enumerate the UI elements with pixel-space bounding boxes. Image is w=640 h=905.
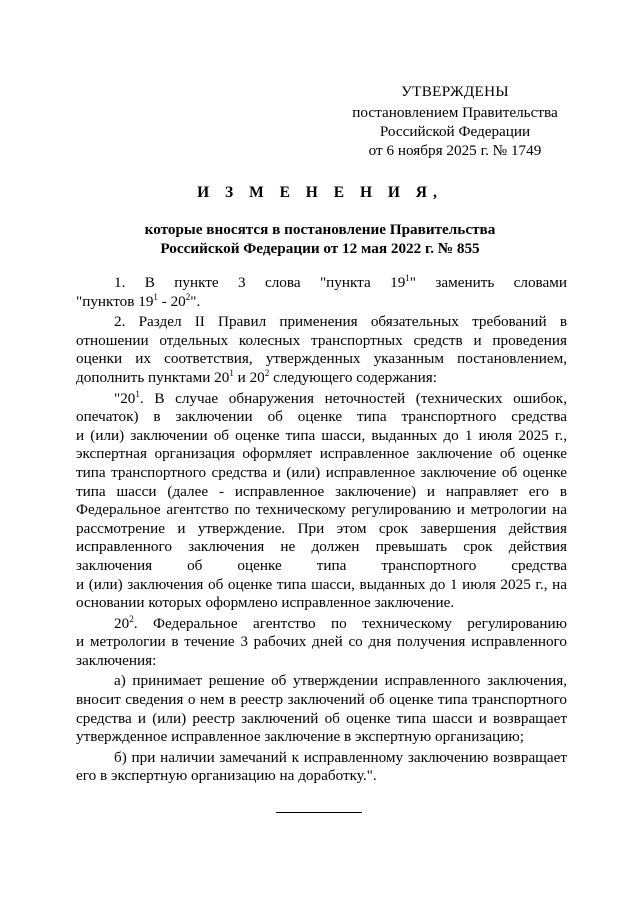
document-body [76,274,567,786]
paragraph-20-1-line: "$20^1$. В случае обнаружения неточностей (технических ошибок, [114,388,567,407]
paragraph-20-1-line: экспертная организация оформляет исправленное заключение об оценке [76,445,567,463]
subitem-a-line: а) принимает решение об утверждении исправленного заключения, [114,672,567,690]
paragraph-20-1-line: рассмотрение и утверждение. При этом срок завершения действия [76,519,567,537]
paragraph-20-2-line: и метрологии в течение 3 рабочих дней со дня получения исправленного [76,633,567,651]
document-title: И З М Е Н Е Н И Я, [197,184,443,201]
subitem-b-line: его в экспертную организацию на доработку.". [76,767,377,785]
document-subtitle: которые вносятся в постановление Правительства [144,221,496,238]
document-subtitle: Российской Федерации от 12 мая 2022 г. № 855 [160,240,480,257]
paragraph-20-1-line: и (или) заключения об оценке типа шасси, выданных до 1 июля 2025 г., на [76,575,567,593]
paragraph-20-1-line: типа транспортного средства и (или) исправленное заключение об оценке [76,463,567,481]
paragraph-20-1-line: типа шасси (далее - исправленное заключение) и направляет его в [76,482,567,500]
paragraph-20-2-line: заключения: [76,651,157,669]
paragraph-20-1-line: исправленного заключения не должен превышать срок действия [76,538,567,556]
paragraph-20-1-line: основании которых оформлено исправленное заключение. [76,594,455,612]
approval-line: Российской Федерации [379,123,531,140]
approval-date-line: от 6 ноября 2025 г. № 1749 [368,142,542,159]
paragraph-20-1-line: Федеральное агентство по техническому регулированию и метрологии на [76,501,567,519]
subitem-a-line: утвержденное исправленное заключение в экспертную организацию; [76,728,524,746]
paragraph-20-1-line: опечаток) в заключении об оценке типа транспортного средства [76,408,567,426]
item-2-line: 2. Раздел II Правил применения обязательных требований в [114,313,567,331]
item-2-line: оценки их соответствия, утвержденных указанным постановлением, [76,350,567,368]
item-1-line: 1. В пункте 3 слова "пункта $19^1$" заменить словами [114,273,567,291]
paragraph-20-2-line: $20^2$. Федеральное агентство по техническому регулированию [114,613,567,632]
item-1-line: "пунктов $19^1 - 20^2$". [76,291,201,310]
approval-title: УТВЕРЖДЕНЫ [401,83,509,100]
subitem-a-line: средства и (или) реестр заключений об оценке типа шасси и возвращает [76,709,567,727]
closing-divider [276,812,362,813]
item-2-line: дополнить пунктами $20^1$ и $20^2$ следующего содержания: [76,367,437,386]
document-heading [40,184,600,258]
item-2-line: отношении отдельных колесных транспортных средств и проведения [76,331,567,349]
paragraph-20-1-line: заключения об оценке типа транспортного средства [76,556,567,574]
approval-block [330,82,580,160]
subitem-b-line: б) при наличии замечаний к исправленному заключению возвращает [114,748,567,766]
approval-line: постановлением Правительства [352,104,558,121]
paragraph-20-1-line: и (или) заключении об оценке типа шасси, выданных до 1 июля 2025 г., [76,426,567,444]
subitem-a-line: вносит сведения о нем в реестр заключений об оценке типа транспортного [76,691,567,709]
